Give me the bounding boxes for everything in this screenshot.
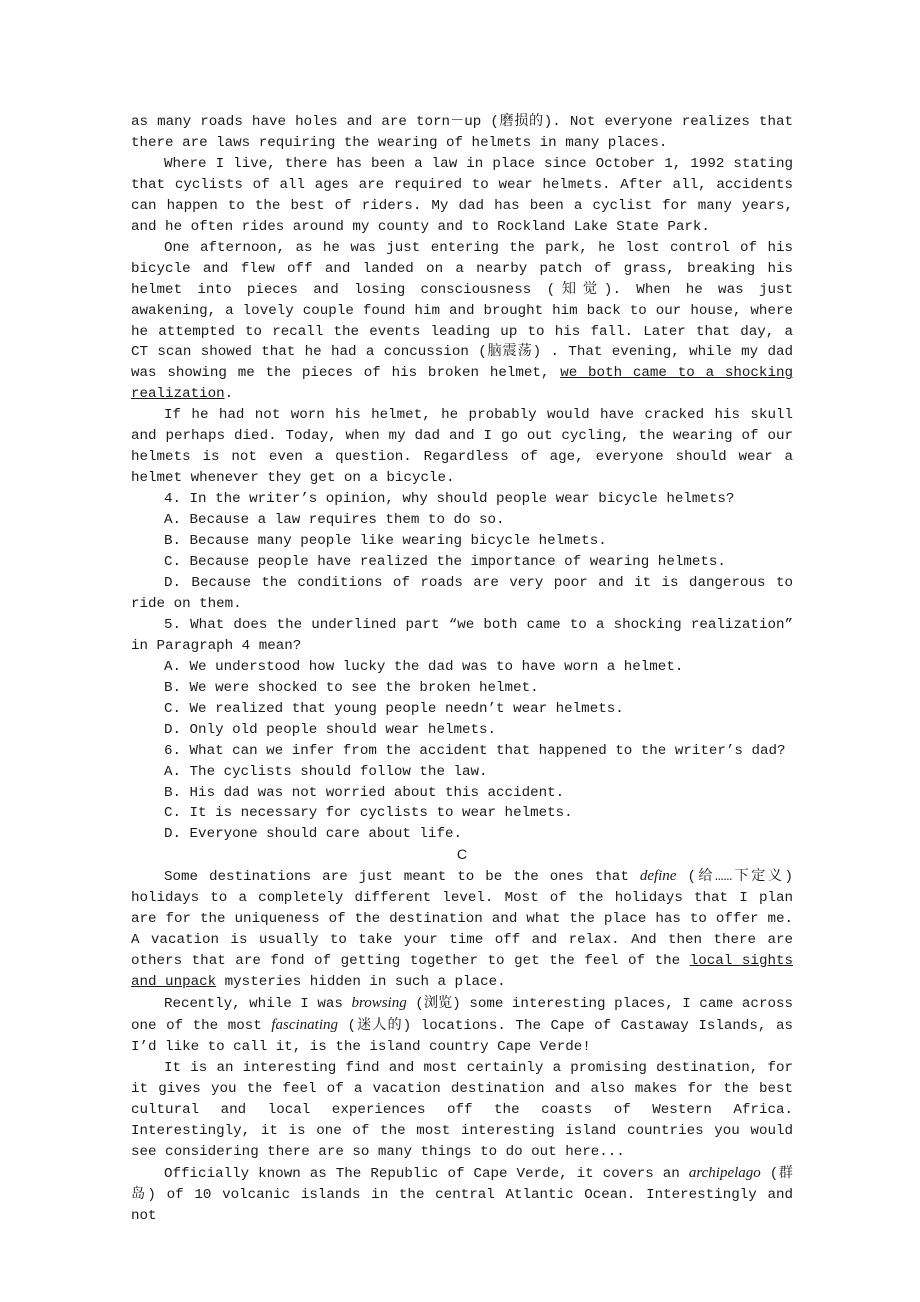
passage-b-paragraph-4: If he had not worn his helmet, he probably would have cracked his skull and perhaps died. Today, when my dad and I go out cycling, the wearing of our helmets is not even a question. Regardless of age, everyone should wear a helmet whenever they get on a bicycle. bbox=[131, 407, 793, 487]
paragraph-text: (迷人的) locations. The Cape of Castaway Islands, as I’d like to call it, is the island country Cape Verde! bbox=[131, 1017, 793, 1055]
paragraph-text: . bbox=[224, 386, 234, 403]
passage-b-paragraph-3 bbox=[131, 238, 793, 406]
question-stem: 5. What does the underlined part “we both came to a shocking realization” in Paragraph 4 mean? bbox=[131, 616, 793, 654]
paragraph-text: Recently, while I was bbox=[164, 996, 352, 1013]
passage-c-paragraph-2 bbox=[131, 993, 793, 1058]
passage-c-paragraph-3: It is an interesting find and most certainly a promising destination, for it gives you the feel of a vacation destination and also makes for the best cultural and local experiences off the coasts of Western Africa. Interestingly, it is one of the most interesting island countries you would see considering there are so many things to do out here... bbox=[131, 1059, 793, 1160]
answer-option: D. Everyone should care about life. bbox=[164, 826, 462, 843]
italic-term: fascinating bbox=[271, 1016, 338, 1033]
answer-option: A. The cyclists should follow the law. bbox=[164, 763, 488, 780]
passage-c-paragraph-1 bbox=[131, 866, 793, 993]
paragraph-text: (浏览) some interesting places, I came across one of the most bbox=[131, 996, 793, 1034]
section-heading: C bbox=[456, 847, 468, 864]
paragraph-text: One afternoon, as he was just entering the park, he lost control of his bicycle and flew off and landed on a nearby patch of grass, breaking his helmet into pieces and losing consciousness (知觉). When he was just awakening, a lovely couple found him and brought him back to our house, where he attempted to recall the events leading up to his fall. Later that day, a CT scan showed that he had a concussion (脑震荡) . That evening, while my dad was showing me the pieces of his broken helmet, bbox=[131, 239, 793, 382]
italic-term: browsing bbox=[351, 995, 407, 1012]
answer-option: D. Because the conditions of roads are very poor and it is dangerous to ride on them. bbox=[131, 574, 793, 612]
document-page bbox=[131, 112, 793, 1227]
answer-option: B. Because many people like wearing bicycle helmets. bbox=[164, 533, 607, 550]
question-stem: 4. In the writer’s opinion, why should people wear bicycle helmets? bbox=[164, 491, 735, 508]
answer-option: A. We understood how lucky the dad was to have worn a helmet. bbox=[164, 658, 684, 675]
paragraph-text: mysteries hidden in such a place. bbox=[216, 974, 506, 991]
question-stem: 6. What can we infer from the accident that happened to the writer’s dad? bbox=[164, 742, 786, 759]
paragraph-text: Some destinations are just meant to be the ones that bbox=[164, 869, 640, 886]
underlined-phrase: local sights and unpack bbox=[131, 953, 793, 991]
answer-option: B. We were shocked to see the broken helmet. bbox=[164, 679, 539, 696]
passage-b-paragraph-1: as many roads have holes and are torn－up (磨损的). Not everyone realizes that there are laws requiring the wearing of helmets in many places. bbox=[131, 114, 793, 151]
answer-option: D. Only old people should wear helmets. bbox=[164, 721, 497, 738]
answer-option: C. We realized that young people needn’t wear helmets. bbox=[164, 700, 624, 717]
answer-option: C. It is necessary for cyclists to wear helmets. bbox=[164, 805, 573, 822]
paragraph-text: (群岛) of 10 volcanic islands in the central Atlantic Ocean. Interestingly and not bbox=[131, 1165, 793, 1224]
paragraph-text: (给……下定义) holidays to a completely different level. Most of the holidays that I plan are for the uniqueness of the destination and what the place has to offer me. A vacation is usually to take your time off and relax. And then there are others that are fond of getting together to get the feel of the bbox=[131, 869, 793, 970]
answer-option: C. Because people have realized the importance of wearing helmets. bbox=[164, 554, 726, 571]
italic-term: archipelago bbox=[688, 1164, 761, 1181]
answer-option: B. His dad was not worried about this accident. bbox=[164, 784, 565, 801]
passage-b-paragraph-2: Where I live, there has been a law in place since October 1, 1992 stating that cyclists of all ages are required to wear helmets. After all, accidents can happen to the best of riders. My dad has been a cyclist for many years, and he often rides around my county and to Rockland Lake State Park. bbox=[131, 155, 793, 235]
underlined-phrase: we both came to a shocking realization bbox=[131, 365, 793, 403]
italic-term: define bbox=[639, 868, 677, 885]
paragraph-text: Officially known as The Republic of Cape Verde, it covers an bbox=[164, 1165, 689, 1182]
answer-option: A. Because a law requires them to do so. bbox=[164, 512, 505, 529]
passage-c-paragraph-4 bbox=[131, 1163, 793, 1227]
